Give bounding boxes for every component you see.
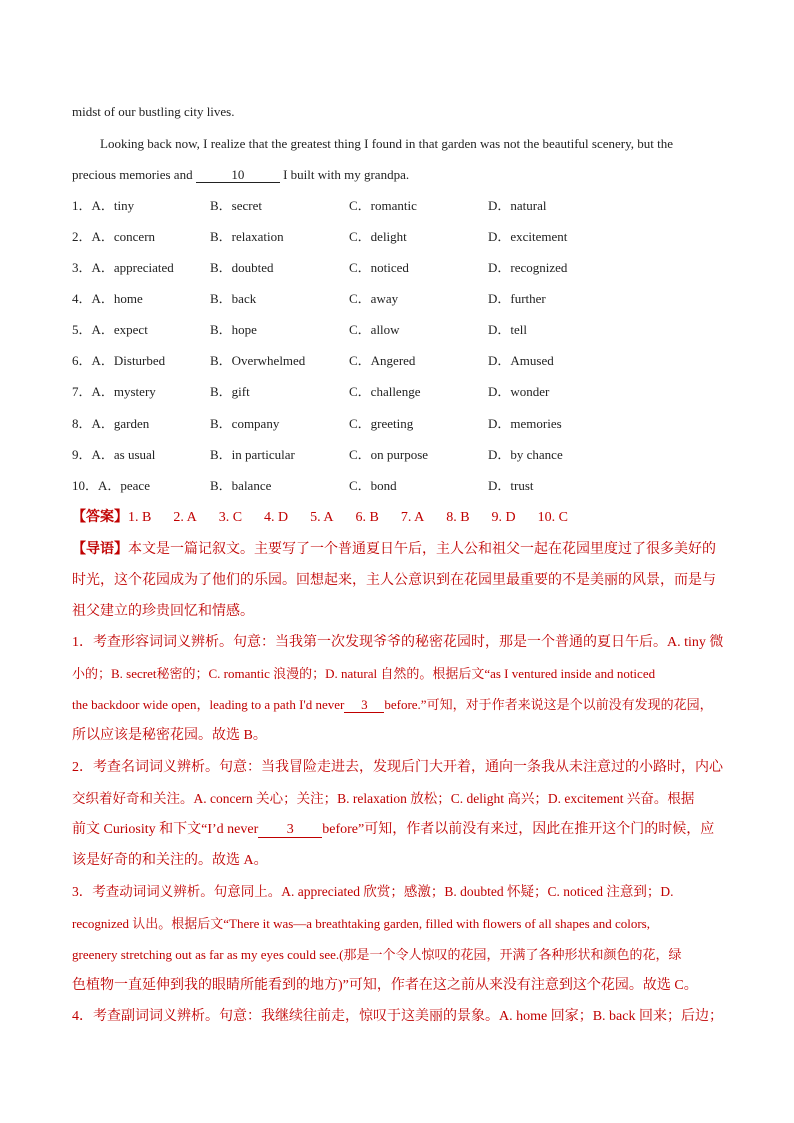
explanation-line: 所以应该是秘密花园。故选 B。: [72, 728, 267, 743]
option-row: [72, 198, 722, 214]
explanation-text: 前文 Curiosity 和下文“I’d never: [72, 822, 259, 837]
option-c: C．romantic: [349, 198, 417, 213]
option-c: C．away: [349, 291, 399, 306]
option-a: 1．A．tiny: [72, 198, 135, 213]
passage-line: [72, 167, 409, 183]
explanation-line: 4．考查副词词义辨析。句意：我继续往前走，惊叹于这美丽的景象。A. home 回家；B. back 回来；后边；: [72, 1009, 723, 1024]
option-a: 8．A．garden: [72, 416, 150, 431]
explanation-line: [72, 696, 732, 714]
explanation-text: before”可知，作者以前没有来过，因此在推开这个门的时候，应: [322, 822, 715, 837]
option-a: 5．A．expect: [72, 322, 148, 337]
option-b: B．relaxation: [210, 229, 284, 244]
option-b: B．balance: [210, 478, 272, 493]
option-row: [72, 229, 722, 245]
option-d: D．trust: [488, 478, 534, 493]
option-row: [72, 384, 722, 400]
guide-line: 时光，这个花园成为了他们的乐园。回想起来，主人公意识到在花园里最重要的不是美丽的风景，而是与: [72, 573, 716, 588]
option-row: [72, 322, 722, 338]
option-b: B．gift: [210, 384, 250, 399]
explanation-line: 1．考查形容词词义辨析。句意：当我第一次发现爷爷的秘密花园时，那是一个普通的夏日午后。A. tiny 微: [72, 635, 724, 650]
option-d: D．recognized: [488, 260, 568, 275]
explanation-line: greenery stretching out as far as my eyes could see.(那是一个令人惊叹的花园，开满了各种形状和颜色的花，绿: [72, 947, 682, 962]
option-c: C．delight: [349, 229, 407, 244]
option-b: B．Overwhelmed: [210, 353, 306, 368]
option-b: B．hope: [210, 322, 257, 337]
option-b: B．secret: [210, 198, 262, 213]
answer-item: 10. C: [537, 510, 568, 525]
passage-line: midst of our bustling city lives.: [72, 104, 235, 119]
explanation-line: [72, 821, 732, 839]
option-a: 7．A．mystery: [72, 384, 156, 399]
option-c: C．noticed: [349, 260, 409, 275]
blank-3: 3: [258, 823, 322, 838]
answer-key: [72, 509, 590, 527]
option-row: [72, 291, 722, 307]
explanation-line: 2．考查名词词义辨析。句意：当我冒险走进去，发现后门大开着，通向一条我从未注意过的小路时，内心: [72, 760, 723, 775]
option-c: C．on purpose: [349, 447, 429, 462]
option-d: D．Amused: [488, 353, 554, 368]
option-d: D．memories: [488, 416, 562, 431]
guide-line: 祖父建立的珍贵回忆和情感。: [72, 604, 254, 619]
option-row: [72, 447, 722, 463]
option-a: 10．A．peace: [72, 478, 150, 493]
explanation-text: before.”可知，对于作者来说这是个以前没有发现的花园，: [384, 697, 713, 712]
option-d: D．further: [488, 291, 546, 306]
explanation-line: 交织着好奇和关注。A. concern 关心；关注；B. relaxation 放松；C. delight 高兴；D. excitement 兴奋。根据: [72, 791, 695, 806]
answer-item: 5. A: [310, 510, 334, 525]
answer-item: 1. B: [128, 510, 152, 525]
answer-item: 2. A: [173, 510, 197, 525]
explanation-line: 色植物一直延伸到我的眼睛所能看到的地方)”可知，作者在这之前从来没有注意到这个花园。故选 C。: [72, 978, 698, 993]
answer-item: 4. D: [264, 510, 289, 525]
option-c: C．greeting: [349, 416, 414, 431]
guide-line: [72, 541, 732, 559]
explanation-line: recognized 认出。根据后文“There it was—a breathtaking garden, filled with flowers of all shapes and colors,: [72, 916, 650, 931]
passage-text: precious memories and: [72, 167, 193, 182]
option-a: 3．A．appreciated: [72, 260, 174, 275]
option-c: C．bond: [349, 478, 397, 493]
explanation-text: the backdoor wide open，leading to a path I'd never: [72, 697, 345, 712]
explanation-line: 小的；B. secret秘密的；C. romantic 浪漫的；D. natural 自然的。根据后文“as I ventured inside and noticed: [72, 666, 656, 681]
guide-text: 本文是一篇记叙文。主要写了一个普通夏日午后，主人公和祖父一起在花园里度过了很多美好的: [128, 542, 716, 557]
answer-label: 【答案】: [72, 510, 128, 525]
passage-line: Looking back now, I realize that the greatest thing I found in that garden was not the beautiful scenery, but the: [100, 136, 674, 151]
option-b: B．in particular: [210, 447, 295, 462]
option-a: 9．A．as usual: [72, 447, 156, 462]
option-row: [72, 260, 722, 276]
option-d: D．natural: [488, 198, 547, 213]
explanation-line: 3．考查动词词义辨析。句意同上。A. appreciated 欣赏；感激；B. doubted 怀疑；C. noticed 注意到；D.: [72, 884, 674, 899]
answer-item: 7. A: [400, 510, 425, 525]
answer-item: 3. C: [218, 510, 243, 525]
option-b: B．back: [210, 291, 257, 306]
passage-text: I built with my grandpa.: [283, 167, 410, 182]
answer-item: 6. B: [355, 510, 379, 525]
option-row: [72, 353, 722, 369]
option-d: D．wonder: [488, 384, 550, 399]
answer-item: 9. D: [491, 510, 516, 525]
option-a: 2．A．concern: [72, 229, 156, 244]
option-d: D．tell: [488, 322, 527, 337]
option-c: C．challenge: [349, 384, 421, 399]
option-d: D．by chance: [488, 447, 563, 462]
option-row: [72, 478, 722, 494]
answer-item: 8. B: [446, 510, 470, 525]
option-b: B．doubted: [210, 260, 274, 275]
option-a: 4．A．home: [72, 291, 143, 306]
blank-10: 10: [196, 168, 280, 183]
option-b: B．company: [210, 416, 280, 431]
option-c: C．allow: [349, 322, 400, 337]
option-a: 6．A．Disturbed: [72, 353, 166, 368]
guide-label: 【导语】: [72, 542, 128, 557]
option-c: C．Angered: [349, 353, 416, 368]
explanation-line: 该是好奇的和关注的。故选 A。: [72, 853, 268, 868]
option-d: D．excitement: [488, 229, 568, 244]
blank-3: 3: [344, 698, 384, 713]
option-row: [72, 416, 722, 432]
